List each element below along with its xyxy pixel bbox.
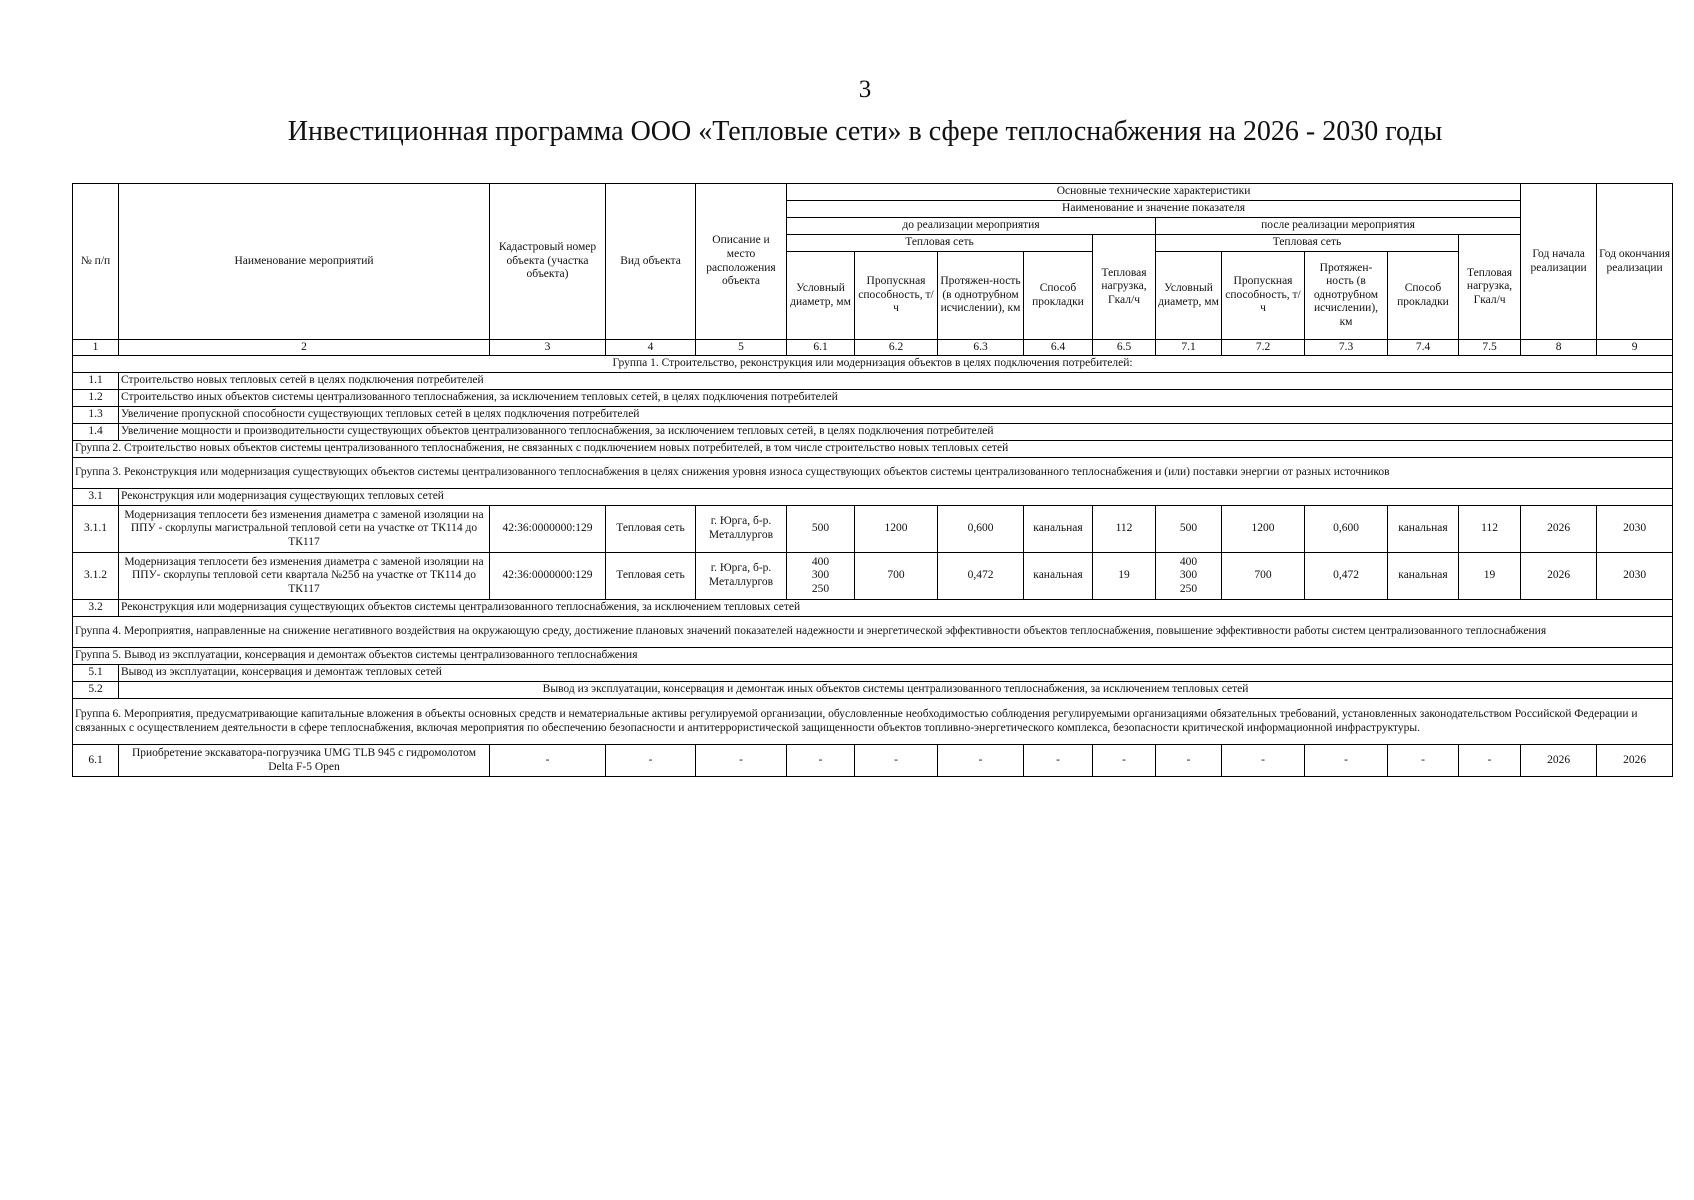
- row-load-before: 112: [1093, 506, 1156, 553]
- column-number: 7.4: [1388, 340, 1459, 356]
- header-cadastral: Кадастровый номер объекта (участка объекта): [490, 184, 606, 340]
- header-network-after: Тепловая сеть: [1156, 235, 1459, 252]
- header-name: Наименование мероприятий: [119, 184, 490, 340]
- row-name: Модернизация теплосети без изменения диаметра с заменой изоляции на ППУ- скорлупы тепловой сети квартала №25б на участке от ТК114 до ТК117: [119, 553, 490, 600]
- header-diameter-after: Условный диаметр, мм: [1156, 252, 1222, 340]
- dash-cell: -: [1222, 745, 1305, 777]
- row-name: Приобретение экскаватора-погрузчика UMG TLB 945 с гидромолотом Delta F-5 Open: [119, 745, 490, 777]
- row-capacity-before: 1200: [855, 506, 938, 553]
- item-text: Увеличение пропускной способности существующих тепловых сетей в целях подключения потребителей: [119, 407, 1673, 424]
- table-row: [73, 489, 1673, 506]
- column-number: 7.2: [1222, 340, 1305, 356]
- dash-cell: -: [696, 745, 787, 777]
- group-row: [73, 458, 1673, 489]
- column-number: 6.3: [938, 340, 1024, 356]
- header-capacity-before: Пропускная способность, т/ч: [855, 252, 938, 340]
- group-row: [73, 356, 1673, 373]
- page-number: 3: [858, 76, 872, 103]
- group-5-heading: Группа 5. Вывод из эксплуатации, консервация и демонтаж объектов системы централизованного теплоснабжения: [73, 648, 1673, 665]
- header-load-after: Тепловая нагрузка, Гкал/ч: [1459, 235, 1521, 340]
- row-year-start: 2026: [1521, 506, 1597, 553]
- table-row: [73, 553, 1673, 600]
- group-3-heading: Группа 3. Реконструкция или модернизация существующих объектов системы централизованного теплоснабжения в целях снижения уровня износа существующих объектов системы централизованного теплоснабжения и (или) поставки энергии от разных источников: [73, 458, 1673, 489]
- row-length-after: 0,600: [1305, 506, 1388, 553]
- column-number: 1: [73, 340, 119, 356]
- column-number: 7.5: [1459, 340, 1521, 356]
- row-laying-after: канальная: [1388, 506, 1459, 553]
- row-laying-after: канальная: [1388, 553, 1459, 600]
- header-num: № п/п: [73, 184, 119, 340]
- header-diameter-before: Условный диаметр, мм: [787, 252, 855, 340]
- table-row: [73, 665, 1673, 682]
- dash-cell: -: [1305, 745, 1388, 777]
- header-capacity-after: Пропускная способность, т/ч: [1222, 252, 1305, 340]
- document-title: Инвестиционная программа ООО «Тепловые сети» в сфере теплоснабжения на 2026 - 2030 годы: [287, 116, 1443, 147]
- row-cadastral: 42:36:0000000:129: [490, 506, 606, 553]
- row-load-before: 19: [1093, 553, 1156, 600]
- item-text: Вывод из эксплуатации, консервация и демонтаж тепловых сетей: [119, 665, 1673, 682]
- row-diameter-before: 400 300 250: [787, 553, 855, 600]
- header-year-end: Год окончания реализации: [1597, 184, 1673, 340]
- dash-cell: -: [938, 745, 1024, 777]
- dash-cell: -: [490, 745, 606, 777]
- header-network-before: Тепловая сеть: [787, 235, 1093, 252]
- header-kind: Вид объекта: [606, 184, 696, 340]
- dash-cell: -: [1024, 745, 1093, 777]
- column-number: 5: [696, 340, 787, 356]
- header-indicator: Наименование и значение показателя: [787, 201, 1521, 218]
- column-number: 6.5: [1093, 340, 1156, 356]
- row-year-end: 2030: [1597, 553, 1673, 600]
- row-location: г. Юрга, б-р. Металлургов: [696, 553, 787, 600]
- column-number: 7.3: [1305, 340, 1388, 356]
- item-number: 3.1: [73, 489, 119, 506]
- row-diameter-after: 400 300 250: [1156, 553, 1222, 600]
- item-text: Реконструкция или модернизация существующих тепловых сетей: [119, 489, 1673, 506]
- item-text: Увеличение мощности и производительности существующих объектов централизованного теплоснабжения, за исключением тепловых сетей, в целях подключения потребителей: [119, 424, 1673, 441]
- dash-cell: -: [1388, 745, 1459, 777]
- row-kind: Тепловая сеть: [606, 506, 696, 553]
- investment-program-table: [72, 183, 1673, 777]
- dash-cell: -: [606, 745, 696, 777]
- header-after: после реализации мероприятия: [1156, 218, 1521, 235]
- item-number: 1.1: [73, 373, 119, 390]
- header-tech: Основные технические характеристики: [787, 184, 1521, 201]
- row-length-after: 0,472: [1305, 553, 1388, 600]
- item-number: 1.4: [73, 424, 119, 441]
- row-year-end: 2026: [1597, 745, 1673, 777]
- row-number: 6.1: [73, 745, 119, 777]
- row-capacity-after: 700: [1222, 553, 1305, 600]
- column-number: 8: [1521, 340, 1597, 356]
- column-number: 7.1: [1156, 340, 1222, 356]
- row-name: Модернизация теплосети без изменения диаметра с заменой изоляции на ППУ - скорлупы магистральной тепловой сети на участке от ТК114 до ТК117: [119, 506, 490, 553]
- dash-cell: -: [1156, 745, 1222, 777]
- item-text: Реконструкция или модернизация существующих объектов системы централизованного теплоснабжения, за исключением тепловых сетей: [119, 600, 1673, 617]
- item-number: 1.3: [73, 407, 119, 424]
- column-number: 2: [119, 340, 490, 356]
- column-number: 9: [1597, 340, 1673, 356]
- table-row: [73, 600, 1673, 617]
- item-text: Вывод из эксплуатации, консервация и демонтаж иных объектов системы централизованного теплоснабжения, за исключением тепловых сетей: [119, 682, 1673, 699]
- row-capacity-after: 1200: [1222, 506, 1305, 553]
- row-year-end: 2030: [1597, 506, 1673, 553]
- group-row: [73, 441, 1673, 458]
- item-number: 5.1: [73, 665, 119, 682]
- item-number: 3.2: [73, 600, 119, 617]
- row-location: г. Юрга, б-р. Металлургов: [696, 506, 787, 553]
- header-load-before: Тепловая нагрузка, Гкал/ч: [1093, 235, 1156, 340]
- row-year-start: 2026: [1521, 553, 1597, 600]
- table-row: [73, 390, 1673, 407]
- row-laying-before: канальная: [1024, 553, 1093, 600]
- header-laying-after: Способ прокладки: [1388, 252, 1459, 340]
- table-row: [73, 424, 1673, 441]
- dash-cell: -: [855, 745, 938, 777]
- header-location: Описание и место расположения объекта: [696, 184, 787, 340]
- header-year-start: Год начала реализации: [1521, 184, 1597, 340]
- table-row: [73, 407, 1673, 424]
- row-load-after: 19: [1459, 553, 1521, 600]
- row-kind: Тепловая сеть: [606, 553, 696, 600]
- row-capacity-before: 700: [855, 553, 938, 600]
- column-number: 6.4: [1024, 340, 1093, 356]
- group-1-heading: Группа 1. Строительство, реконструкция или модернизация объектов в целях подключения потребителей:: [73, 356, 1673, 373]
- header-length-after: Протяжен-ность (в однотрубном исчислении), км: [1305, 252, 1388, 340]
- group-row: [73, 617, 1673, 648]
- row-number: 3.1.2: [73, 553, 119, 600]
- group-row: [73, 699, 1673, 745]
- item-number: 1.2: [73, 390, 119, 407]
- table-row: [73, 506, 1673, 553]
- header-length-before: Протяжен-ность (в однотрубном исчислении), км: [938, 252, 1024, 340]
- table-row: [73, 682, 1673, 699]
- header-before: до реализации мероприятия: [787, 218, 1156, 235]
- row-number: 3.1.1: [73, 506, 119, 553]
- table-row: [73, 373, 1673, 390]
- table-row: [73, 745, 1673, 777]
- row-length-before: 0,600: [938, 506, 1024, 553]
- item-number: 5.2: [73, 682, 119, 699]
- group-6-heading: Группа 6. Мероприятия, предусматривающие капитальные вложения в объекты основных средств и нематериальные активы регулируемой организации, обусловленные необходимостью соблюдения регулируемыми организациями обязательных требований, установленных законодательством Российской Федерации и связанных с осуществлением деятельности в сфере теплоснабжения, включая мероприятия по обеспечению безопасности и антитеррористической защищенности объектов топливно-энергетического комплекса, безопасности критической информационной инфраструктуры.: [73, 699, 1673, 745]
- row-load-after: 112: [1459, 506, 1521, 553]
- header-row-1: [73, 184, 1673, 201]
- column-number-row: [73, 340, 1673, 356]
- group-row: [73, 648, 1673, 665]
- item-text: Строительство новых тепловых сетей в целях подключения потребителей: [119, 373, 1673, 390]
- group-4-heading: Группа 4. Мероприятия, направленные на снижение негативного воздействия на окружающую среду, достижение плановых значений показателей надежности и энергетической эффективности объектов теплоснабжения, повышение эффективности работы систем централизованного теплоснабжения: [73, 617, 1673, 648]
- row-laying-before: канальная: [1024, 506, 1093, 553]
- header-laying-before: Способ прокладки: [1024, 252, 1093, 340]
- dash-cell: -: [787, 745, 855, 777]
- row-year-start: 2026: [1521, 745, 1597, 777]
- dash-cell: -: [1093, 745, 1156, 777]
- column-number: 6.2: [855, 340, 938, 356]
- column-number: 6.1: [787, 340, 855, 356]
- row-length-before: 0,472: [938, 553, 1024, 600]
- item-text: Строительство иных объектов системы централизованного теплоснабжения, за исключением тепловых сетей, в целях подключения потребителей: [119, 390, 1673, 407]
- row-diameter-after: 500: [1156, 506, 1222, 553]
- dash-cell: -: [1459, 745, 1521, 777]
- column-number: 3: [490, 340, 606, 356]
- group-2-heading: Группа 2. Строительство новых объектов системы централизованного теплоснабжения, не связанных с подключением новых потребителей, в том числе строительство новых тепловых сетей: [73, 441, 1673, 458]
- column-number: 4: [606, 340, 696, 356]
- row-cadastral: 42:36:0000000:129: [490, 553, 606, 600]
- row-diameter-before: 500: [787, 506, 855, 553]
